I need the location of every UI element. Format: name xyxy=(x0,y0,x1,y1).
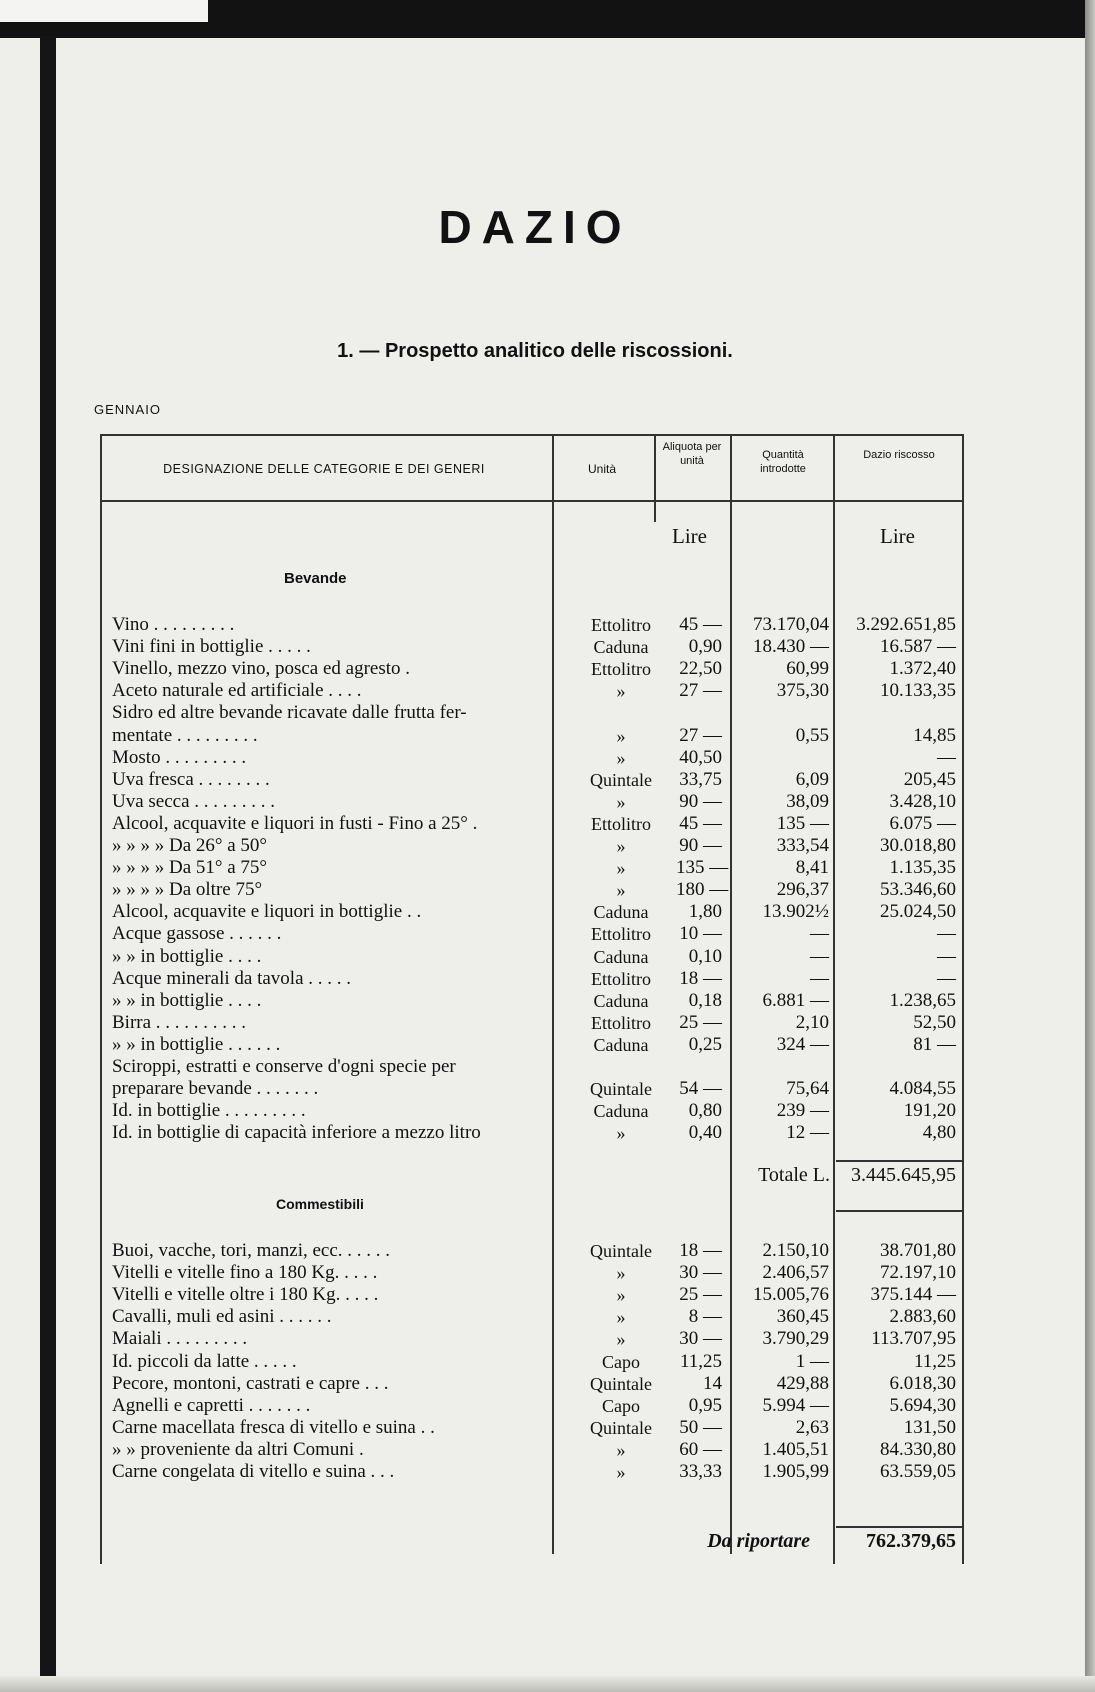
row-label: Acque gassose . . . . . . xyxy=(112,923,282,945)
row-label: Vini fini in bottiglie . . . . . xyxy=(112,636,311,658)
row-rate: 30 — xyxy=(679,1262,722,1284)
row-unit: Ettolitro xyxy=(591,615,651,635)
row-duty: — xyxy=(937,746,956,768)
row-label: Vinello, mezzo vino, posca ed agresto . xyxy=(112,658,411,680)
scan-border-right xyxy=(1085,0,1095,1692)
table-row xyxy=(0,835,1000,857)
row-quantity: 429,88 xyxy=(776,1372,829,1394)
row-quantity: — xyxy=(810,923,829,945)
row-label: Vitelli e vitelle fino a 180 Kg. . . . . xyxy=(112,1262,378,1284)
row-unit: Caduna xyxy=(593,1101,649,1122)
table-row xyxy=(0,1328,1000,1350)
table-row xyxy=(0,702,1000,724)
row-unit: » xyxy=(616,858,626,879)
row-rate: 18 — xyxy=(679,1240,722,1261)
row-label: Alcool, acquavite e liquori in fusti - Fino a 25° . xyxy=(112,812,478,834)
row-unit: Ettolitro xyxy=(591,659,651,680)
row-unit: » xyxy=(616,681,626,702)
row-label: Acque minerali da tavola . . . . . xyxy=(112,967,352,989)
row-label: Carne congelata di vitello e suina . . . xyxy=(112,1461,395,1482)
row-unit: Ettolitro xyxy=(591,813,651,834)
row-label: Vitelli e vitelle oltre i 180 Kg. . . . . xyxy=(112,1284,379,1306)
row-label: » » in bottiglie . . . . xyxy=(112,989,262,1011)
total-label: Totale L. xyxy=(758,1164,830,1186)
row-duty: 14,85 xyxy=(913,724,956,746)
row-unit: Quintale xyxy=(590,1373,652,1394)
row-duty: 191,20 xyxy=(903,1100,956,1122)
row-quantity: 324 — xyxy=(776,1033,829,1055)
row-duty: 38.701,80 xyxy=(880,1240,956,1261)
row-quantity: — xyxy=(810,945,829,967)
row-rate: 30 — xyxy=(679,1328,722,1350)
currency-duty-label: Lire xyxy=(880,524,915,548)
row-duty: — xyxy=(937,923,956,945)
row-quantity: — xyxy=(810,967,829,989)
row-label: » » proveniente da altri Comuni . xyxy=(112,1438,364,1460)
table-row xyxy=(0,1034,1000,1056)
row-rate: 45 — xyxy=(679,812,722,834)
row-rate: 22,50 xyxy=(679,658,722,680)
row-quantity: 2.150,10 xyxy=(762,1240,829,1261)
row-quantity: 6.881 — xyxy=(762,989,829,1011)
row-quantity: 38,09 xyxy=(786,790,829,812)
table-row xyxy=(0,680,1000,702)
row-unit: Caduna xyxy=(593,637,649,658)
row-label: Mosto . . . . . . . . . xyxy=(112,746,247,768)
row-quantity: 333,54 xyxy=(776,835,829,856)
row-unit: » xyxy=(616,1263,626,1284)
table-row xyxy=(0,1373,1000,1395)
table-row xyxy=(0,1078,1000,1100)
row-label: preparare bevande . . . . . . . xyxy=(112,1078,319,1100)
row-duty: 113.707,95 xyxy=(871,1328,956,1350)
table-row xyxy=(0,636,1000,658)
row-duty: 1.238,65 xyxy=(889,989,956,1011)
page-subtitle: 1. — Prospetto analitico delle riscossioni. xyxy=(337,340,733,362)
row-rate: 14 xyxy=(703,1372,722,1394)
row-duty: 6.075 — xyxy=(889,812,956,834)
row-label: » » in bottiglie . . . . . . xyxy=(112,1033,281,1055)
row-unit: Caduna xyxy=(593,946,649,967)
row-quantity: 1.405,51 xyxy=(762,1438,829,1460)
row-quantity: 296,37 xyxy=(776,879,829,901)
row-duty: 3.428,10 xyxy=(889,790,956,812)
row-duty: 84.330,80 xyxy=(880,1438,956,1460)
row-quantity: 2.406,57 xyxy=(762,1262,829,1284)
row-rate: 18 — xyxy=(679,967,722,989)
row-duty: 10.133,35 xyxy=(880,680,956,702)
row-rate: 40,50 xyxy=(679,746,722,768)
header-duty: Dazio riscosso xyxy=(863,449,935,461)
row-duty: 3.292.651,85 xyxy=(856,614,956,635)
scan-border-notch xyxy=(0,0,208,22)
row-unit: » xyxy=(616,836,626,856)
table-row xyxy=(0,1306,1000,1328)
table-row xyxy=(0,1012,1000,1034)
row-unit: Quintale xyxy=(590,1417,652,1438)
row-duty: 63.559,05 xyxy=(880,1461,956,1482)
row-quantity: 5.994 — xyxy=(762,1394,829,1416)
row-unit: Capo xyxy=(602,1351,640,1372)
row-rate: 27 — xyxy=(679,724,722,746)
row-label: Id. piccoli da latte . . . . . xyxy=(112,1350,297,1372)
row-duty: 4.084,55 xyxy=(889,1078,956,1100)
row-rate: 0,40 xyxy=(688,1122,722,1144)
row-unit: » xyxy=(616,791,626,812)
row-rate: 27 — xyxy=(679,680,722,702)
row-duty: 375.144 — xyxy=(870,1284,956,1306)
row-quantity: 239 — xyxy=(776,1100,829,1122)
section-title-commestibili: Commestibili xyxy=(276,1196,364,1212)
row-label: Id. in bottiglie di capacità inferiore a mezzo litro xyxy=(112,1122,481,1144)
row-unit: » xyxy=(616,1307,626,1328)
row-duty: 81 — xyxy=(913,1033,956,1055)
row-label: Id. in bottiglie . . . . . . . . . xyxy=(112,1100,306,1122)
table-row xyxy=(0,1240,1000,1262)
row-unit: Ettolitro xyxy=(591,924,651,945)
row-duty: 16.587 — xyxy=(880,636,956,658)
table-row xyxy=(0,747,1000,769)
row-quantity: 13.902½ xyxy=(762,901,829,923)
row-rate: 25 — xyxy=(679,1011,722,1033)
page-title: DAZIO xyxy=(438,201,632,253)
row-duty: 205,45 xyxy=(903,768,956,790)
row-unit: Ettolitro xyxy=(591,968,651,989)
row-rate: 90 — xyxy=(679,790,722,812)
table-row xyxy=(0,614,1000,636)
row-label: Cavalli, muli ed asini . . . . . . xyxy=(112,1306,332,1328)
table-row xyxy=(0,1417,1000,1439)
row-label: Vino . . . . . . . . . xyxy=(112,614,235,635)
section-title-bevande: Bevande xyxy=(284,570,347,587)
row-duty: 2.883,60 xyxy=(889,1306,956,1328)
table-row xyxy=(0,769,1000,791)
row-quantity: 2,10 xyxy=(795,1011,829,1033)
row-rate: 135 — xyxy=(676,857,729,879)
header-rate: Aliquota per unità xyxy=(662,441,722,467)
row-unit: » xyxy=(616,880,626,901)
row-label: Carne macellata fresca di vitello e suina . . xyxy=(112,1416,435,1438)
row-duty: 1.372,40 xyxy=(889,658,956,680)
table-row xyxy=(0,946,1000,968)
row-rate: 0,90 xyxy=(688,636,722,658)
table-row xyxy=(0,1262,1000,1284)
row-duty: 52,50 xyxy=(913,1011,956,1033)
row-rate: 45 — xyxy=(679,614,722,635)
table-row xyxy=(0,901,1000,923)
table-row xyxy=(0,1056,1000,1078)
row-rate: 1,80 xyxy=(688,901,722,923)
row-rate: 33,75 xyxy=(679,768,722,790)
row-duty: 6.018,30 xyxy=(889,1372,956,1394)
row-unit: » xyxy=(616,1123,626,1144)
header-quantity: Quantità introdotte xyxy=(760,449,806,475)
row-label: » » » » Da 26° a 50° xyxy=(112,835,268,856)
row-unit: Capo xyxy=(602,1395,640,1416)
row-rate: 0,18 xyxy=(688,989,722,1011)
row-unit: » xyxy=(616,1285,626,1306)
row-quantity: 75,64 xyxy=(786,1078,829,1100)
table-row xyxy=(0,1395,1000,1417)
row-unit: Quintale xyxy=(590,769,652,790)
carry-rule xyxy=(836,1526,962,1528)
row-rate: 0,95 xyxy=(688,1394,722,1416)
row-quantity: 60,99 xyxy=(786,658,829,680)
table-row xyxy=(0,1439,1000,1461)
carry-forward-label: Da riportare xyxy=(707,1530,810,1552)
row-quantity: 360,45 xyxy=(776,1306,829,1328)
row-rate: 0,10 xyxy=(688,945,722,967)
row-label: Sciroppi, estratti e conserve d'ogni specie per xyxy=(112,1056,456,1077)
row-quantity: 6,09 xyxy=(795,768,829,790)
row-quantity: 8,41 xyxy=(795,857,829,879)
table-row xyxy=(0,1100,1000,1122)
row-duty: 5.694,30 xyxy=(889,1394,956,1416)
month-label: GENNAIO xyxy=(94,402,161,417)
row-label: Uva fresca . . . . . . . . xyxy=(112,768,270,790)
row-quantity: 0,55 xyxy=(795,724,829,746)
row-label: Agnelli e capretti . . . . . . . xyxy=(112,1394,311,1416)
row-label: Aceto naturale ed artificiale . . . . xyxy=(112,680,362,702)
row-rate: 180 — xyxy=(676,879,729,901)
row-label: mentate . . . . . . . . . xyxy=(112,724,258,746)
table-row xyxy=(0,968,1000,990)
row-rate: 90 — xyxy=(679,835,722,856)
row-rate: 50 — xyxy=(679,1416,722,1438)
column-rule-rate xyxy=(654,434,656,522)
row-quantity: 135 — xyxy=(776,812,829,834)
row-quantity: 12 — xyxy=(786,1122,829,1144)
row-rate: 10 — xyxy=(679,923,722,945)
row-unit: Quintale xyxy=(590,1241,652,1261)
row-label: » » in bottiglie . . . . xyxy=(112,945,262,967)
header-unit: Unità xyxy=(587,462,616,476)
row-duty: 30.018,80 xyxy=(880,835,956,856)
table-row xyxy=(0,1461,1000,1483)
table-row xyxy=(0,857,1000,879)
row-unit: Ettolitro xyxy=(591,1012,651,1033)
row-unit: Caduna xyxy=(593,990,649,1011)
row-label: Birra . . . . . . . . . . xyxy=(112,1011,247,1033)
row-quantity: 3.790,29 xyxy=(762,1328,829,1350)
row-rate: 11,25 xyxy=(679,1350,722,1372)
row-label: » » » » Da oltre 75° xyxy=(112,879,263,901)
carry-forward-value: 762.379,65 xyxy=(866,1530,956,1552)
table-row xyxy=(0,879,1000,901)
row-label: Buoi, vacche, tori, manzi, ecc. . . . . . xyxy=(112,1240,391,1261)
total-rule xyxy=(836,1160,962,1162)
table-row xyxy=(0,923,1000,945)
row-quantity: 15.005,76 xyxy=(753,1284,829,1306)
row-unit: » xyxy=(616,1329,626,1350)
table-row xyxy=(0,658,1000,680)
table-row xyxy=(0,990,1000,1012)
row-rate: 0,25 xyxy=(688,1033,722,1055)
row-unit: » xyxy=(616,747,626,768)
row-rate: 60 — xyxy=(679,1438,722,1460)
table-row xyxy=(0,1122,1000,1144)
row-label: Sidro ed altre bevande ricavate dalle frutta fer- xyxy=(112,702,467,724)
row-unit: » xyxy=(616,1462,626,1482)
row-quantity: 2,63 xyxy=(795,1416,829,1438)
section-rule xyxy=(836,1210,962,1212)
row-duty: 1.135,35 xyxy=(889,857,956,879)
total-value: 3.445.645,95 xyxy=(851,1164,956,1186)
row-rate: 25 — xyxy=(679,1284,722,1306)
table-row xyxy=(0,725,1000,747)
scan-border-bottom xyxy=(0,1676,1095,1692)
row-label: Maiali . . . . . . . . . xyxy=(112,1328,248,1350)
row-unit: » xyxy=(616,725,626,746)
row-unit: Caduna xyxy=(593,902,649,923)
row-quantity: 375,30 xyxy=(776,680,829,702)
row-duty: — xyxy=(937,967,956,989)
row-unit: Quintale xyxy=(590,1079,652,1100)
row-rate: 8 — xyxy=(688,1306,722,1328)
row-duty: 25.024,50 xyxy=(880,901,956,923)
currency-rate-label: Lire xyxy=(672,524,707,548)
row-duty: 4,80 xyxy=(922,1122,956,1144)
row-duty: 131,50 xyxy=(903,1416,956,1438)
row-quantity: 1 — xyxy=(795,1350,829,1372)
table-row xyxy=(0,1351,1000,1373)
row-rate: 0,80 xyxy=(688,1100,722,1122)
row-rate: 54 — xyxy=(679,1078,722,1100)
row-label: Uva secca . . . . . . . . . xyxy=(112,790,276,812)
row-rate: 33,33 xyxy=(679,1461,722,1482)
row-label: » » » » Da 51° a 75° xyxy=(112,857,268,879)
row-unit: » xyxy=(616,1439,626,1460)
row-duty: 53.346,60 xyxy=(880,879,956,901)
table-row xyxy=(0,791,1000,813)
header-description: DESIGNAZIONE DELLE CATEGORIE E DEI GENERI xyxy=(163,462,485,476)
table-row xyxy=(0,1284,1000,1306)
row-duty: 11,25 xyxy=(913,1350,956,1372)
row-unit: Caduna xyxy=(593,1034,649,1055)
row-quantity: 73.170,04 xyxy=(753,614,829,635)
row-duty: — xyxy=(937,945,956,967)
row-label: Pecore, montoni, castrati e capre . . . xyxy=(112,1372,389,1394)
row-quantity: 18.430 — xyxy=(753,636,829,658)
row-label: Alcool, acquavite e liquori in bottiglie . . xyxy=(112,901,422,923)
table-row xyxy=(0,813,1000,835)
row-quantity: 1.905,99 xyxy=(762,1461,829,1482)
row-duty: 72.197,10 xyxy=(880,1262,956,1284)
